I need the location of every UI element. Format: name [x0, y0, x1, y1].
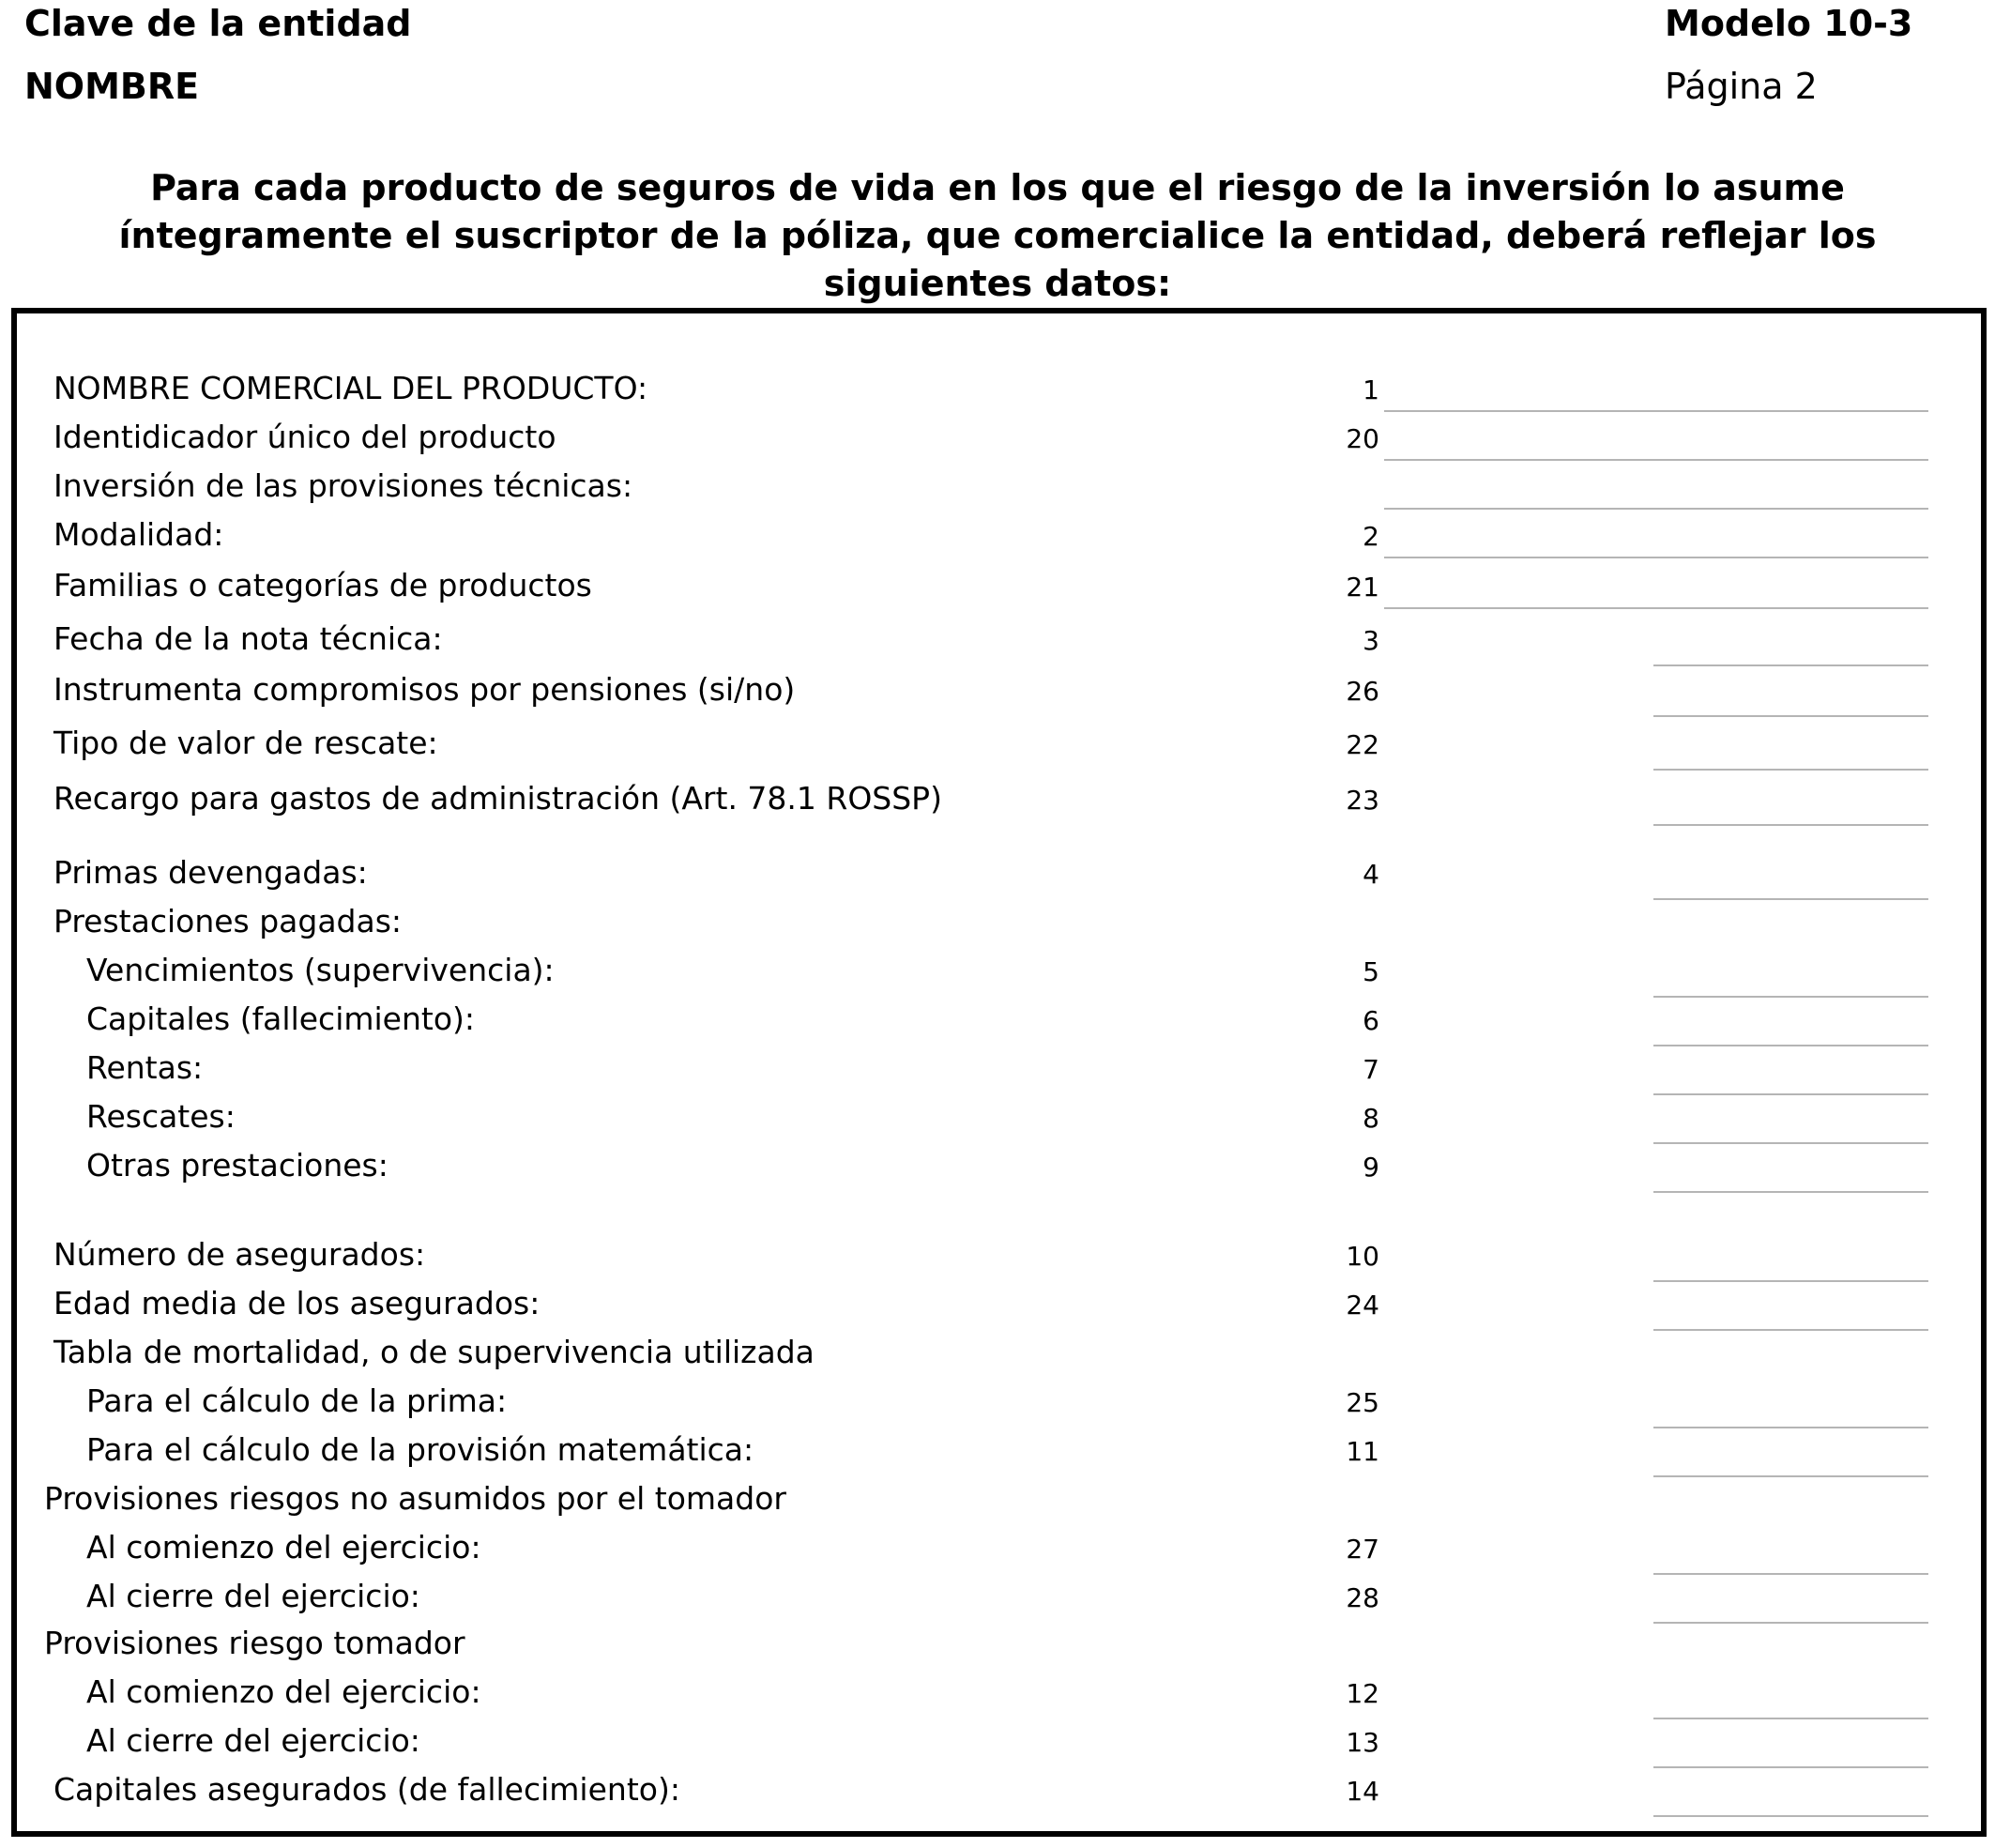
value-answer-field[interactable] [1653, 664, 1928, 666]
row-label: Recargo para gastos de administración (Art. 78.1 ROSSP) [53, 780, 942, 817]
form-instructions: Para cada producto de seguros de vida en los que el riesgo de la inversión lo asume íntegramente el suscriptor de la póliza, que comercialice la entidad, deberá reflejar los siguientes datos: [118, 167, 1877, 304]
row-code: 7 [1363, 1054, 1379, 1085]
text-answer-field[interactable] [1384, 459, 1928, 461]
row-code: 10 [1346, 1241, 1379, 1272]
row-label: Provisiones riesgo tomador [44, 1625, 465, 1661]
text-answer-field[interactable] [1384, 410, 1928, 412]
row-label: Número de asegurados: [53, 1236, 426, 1273]
row-code: 12 [1346, 1678, 1379, 1709]
value-answer-field[interactable] [1653, 1475, 1928, 1477]
row-label: Al comienzo del ejercicio: [86, 1529, 481, 1565]
row-code: 26 [1346, 676, 1379, 707]
row-code: 4 [1363, 859, 1379, 890]
row-code: 24 [1346, 1290, 1379, 1321]
row-label: Tabla de mortalidad, o de supervivencia utilizada [53, 1334, 815, 1370]
value-answer-field[interactable] [1653, 898, 1928, 900]
row-label: Al cierre del ejercicio: [86, 1578, 420, 1614]
row-label: Familias o categorías de productos [53, 567, 592, 603]
text-answer-field[interactable] [1384, 508, 1928, 510]
value-answer-field[interactable] [1653, 1191, 1928, 1193]
form-model-label: Modelo 10-3 [1665, 3, 1913, 44]
row-code: 1 [1363, 374, 1379, 405]
value-answer-field[interactable] [1653, 1045, 1928, 1046]
value-answer-field[interactable] [1653, 1280, 1928, 1282]
row-label: Al comienzo del ejercicio: [86, 1673, 481, 1710]
row-code: 9 [1363, 1152, 1379, 1183]
row-label: Al cierre del ejercicio: [86, 1722, 420, 1759]
value-answer-field[interactable] [1653, 769, 1928, 771]
row-label: Inversión de las provisiones técnicas: [53, 467, 633, 504]
row-label: Modalidad: [53, 516, 224, 553]
value-answer-field[interactable] [1653, 1142, 1928, 1144]
row-code: 14 [1346, 1776, 1379, 1807]
page-number: Página 2 [1665, 66, 1818, 107]
value-answer-field[interactable] [1653, 1427, 1928, 1428]
value-answer-field[interactable] [1653, 1093, 1928, 1095]
row-code: 27 [1346, 1534, 1379, 1565]
row-label: Tipo de valor de rescate: [53, 725, 438, 761]
row-label: Para el cálculo de la provisión matemática: [86, 1431, 754, 1468]
row-code: 20 [1346, 423, 1379, 454]
row-code: 13 [1346, 1727, 1379, 1758]
row-code: 21 [1346, 572, 1379, 603]
value-answer-field[interactable] [1653, 824, 1928, 826]
row-code: 8 [1363, 1103, 1379, 1134]
value-answer-field[interactable] [1653, 1766, 1928, 1768]
row-code: 23 [1346, 785, 1379, 816]
value-answer-field[interactable] [1653, 715, 1928, 717]
entity-name-label: NOMBRE [24, 66, 200, 107]
value-answer-field[interactable] [1653, 1815, 1928, 1817]
row-label: Prestaciones pagadas: [53, 903, 403, 939]
row-label: Para el cálculo de la prima: [86, 1382, 508, 1419]
row-code: 2 [1363, 521, 1379, 552]
row-label: Primas devengadas: [53, 854, 368, 891]
value-answer-field[interactable] [1653, 1622, 1928, 1624]
row-label: Instrumenta compromisos por pensiones (si/no) [53, 671, 796, 708]
row-label: Edad media de los asegurados: [53, 1285, 541, 1321]
row-code: 28 [1346, 1582, 1379, 1613]
text-answer-field[interactable] [1384, 607, 1928, 609]
entity-key-label: Clave de la entidad [24, 3, 412, 44]
row-code: 3 [1363, 625, 1379, 656]
row-code: 25 [1346, 1387, 1379, 1418]
row-label: Vencimientos (supervivencia): [86, 952, 555, 988]
value-answer-field[interactable] [1653, 1573, 1928, 1575]
row-label: Fecha de la nota técnica: [53, 620, 443, 657]
row-label: Identidicador único del producto [53, 419, 556, 455]
row-label: Capitales asegurados (de fallecimiento): [53, 1771, 680, 1808]
row-code: 5 [1363, 956, 1379, 987]
row-label: Otras prestaciones: [86, 1147, 388, 1184]
value-answer-field[interactable] [1653, 1718, 1928, 1719]
text-answer-field[interactable] [1384, 557, 1928, 558]
row-code: 6 [1363, 1005, 1379, 1036]
row-label: Capitales (fallecimiento): [86, 1000, 476, 1037]
row-label: Rescates: [86, 1098, 236, 1135]
row-label: Provisiones riesgos no asumidos por el tomador [44, 1480, 786, 1517]
row-label: Rentas: [86, 1049, 204, 1086]
row-code: 11 [1346, 1436, 1379, 1467]
value-answer-field[interactable] [1653, 996, 1928, 998]
row-label: NOMBRE COMERCIAL DEL PRODUCTO: [53, 370, 648, 406]
row-code: 22 [1346, 729, 1379, 760]
value-answer-field[interactable] [1653, 1329, 1928, 1331]
